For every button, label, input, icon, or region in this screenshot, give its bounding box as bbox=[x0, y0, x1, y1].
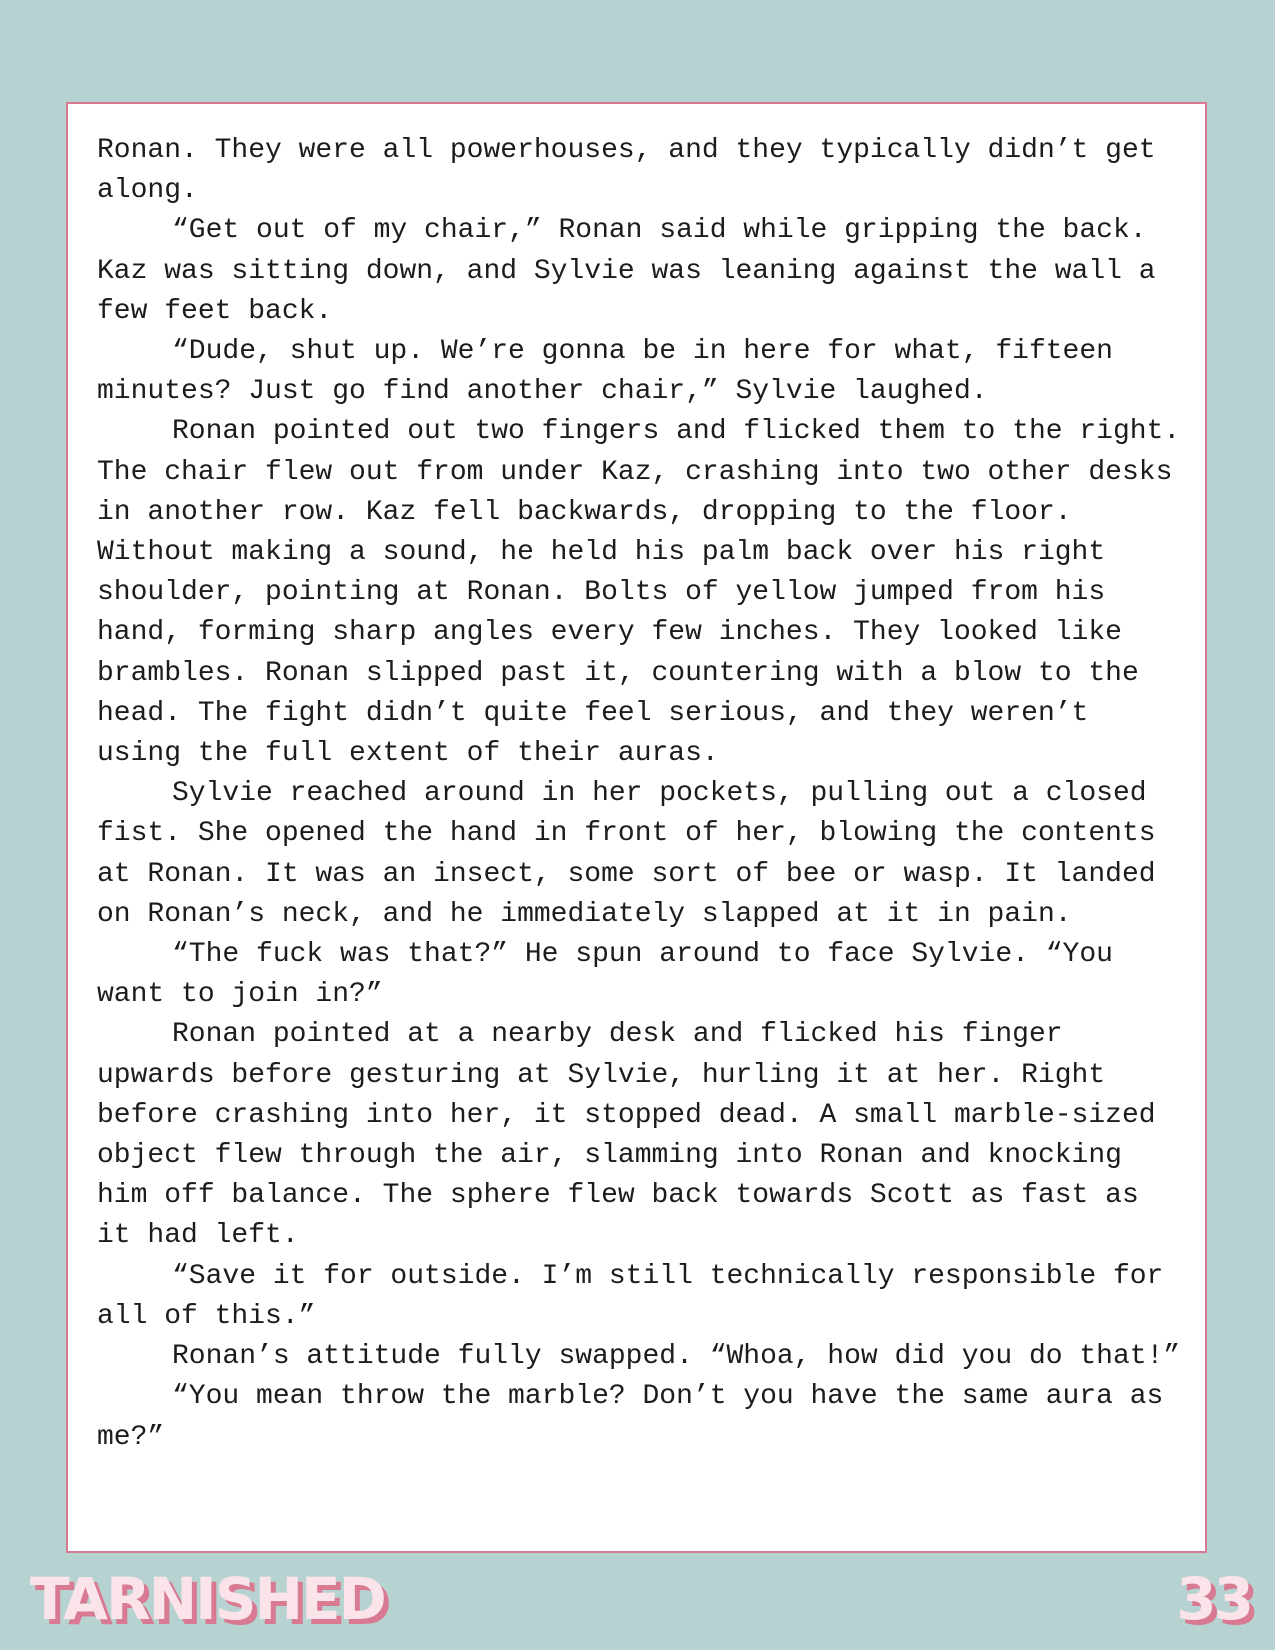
story-paragraph: “Save it for outside. I’m still technically responsible for all of this.” bbox=[97, 1260, 1164, 1332]
book-title: TARNISHED bbox=[30, 1565, 385, 1633]
story-paragraph: Ronan pointed out two fingers and flicked them to the right. The chair flew out from under Kaz, crashing into two other desks in another row. Kaz fell backwards, dropping to the floor. Without making a sound, he held his palm back over his right shoulder, pointing at Ronan. Bolts of yellow jumped from his hand, forming sharp angles every few inches. They looked like brambles. Ronan slipped past it, countering with a blow to the head. The fight didn’t quite feel serious, and they weren’t using the full extent of their auras. bbox=[97, 416, 1181, 770]
page-number: 33 bbox=[1176, 1565, 1251, 1633]
page-content-frame bbox=[66, 102, 1207, 1553]
story-text bbox=[97, 131, 1181, 1458]
story-paragraph: “Dude, shut up. We’re gonna be in here for what, fifteen minutes? Just go find another chair,” Sylvie laughed. bbox=[97, 336, 1113, 408]
story-paragraph: Sylvie reached around in her pockets, pulling out a closed fist. She opened the hand in front of her, blowing the contents at Ronan. It was an insect, some sort of bee or wasp. It landed on Ronan’s neck, and he immediately slapped at it in pain. bbox=[97, 778, 1156, 930]
story-paragraph: Ronan. They were all powerhouses, and they typically didn’t get along. bbox=[97, 135, 1156, 207]
story-paragraph: “You mean throw the marble? Don’t you have the same aura as me?” bbox=[97, 1381, 1164, 1453]
story-paragraph: Ronan pointed at a nearby desk and flicked his finger upwards before gesturing at Sylvie, hurling it at her. Right before crashing into her, it stopped dead. A small marble-sized object flew through the air, slamming into Ronan and knocking him off balance. The sphere flew back towards Scott as fast as it had left. bbox=[97, 1019, 1156, 1252]
story-paragraph: “The fuck was that?” He spun around to face Sylvie. “You want to join in?” bbox=[97, 939, 1113, 1011]
story-paragraph: “Get out of my chair,” Ronan said while gripping the back. Kaz was sitting down, and Sylvie was leaning against the wall a few feet back. bbox=[97, 215, 1156, 327]
story-paragraph: Ronan’s attitude fully swapped. “Whoa, how did you do that!” bbox=[172, 1341, 1181, 1373]
